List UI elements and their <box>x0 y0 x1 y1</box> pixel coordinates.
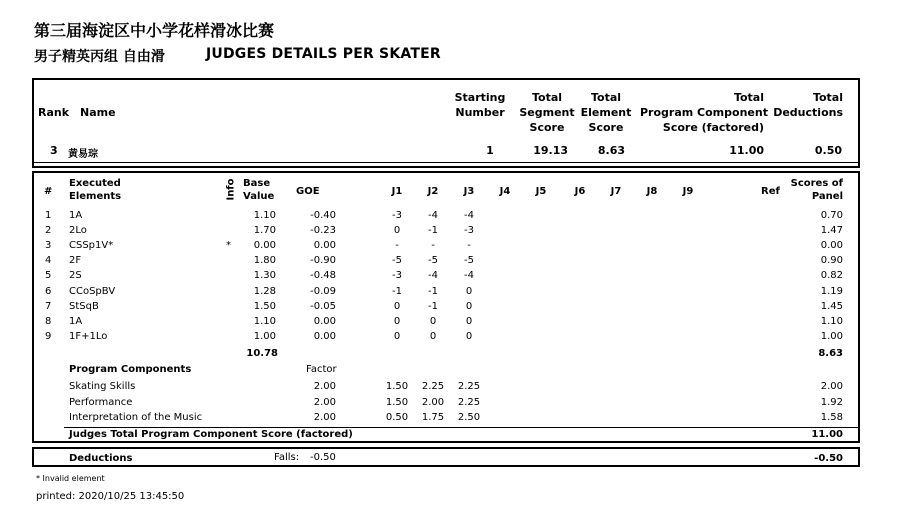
judge-header: J7 <box>610 186 622 197</box>
element-base-value: 1.00 <box>253 331 276 342</box>
judge-header: J2 <box>427 186 439 197</box>
element-number: 6 <box>45 286 52 297</box>
element-number: 3 <box>45 240 52 251</box>
element-goe: -0.90 <box>310 255 336 266</box>
element-goe: -0.23 <box>310 225 336 236</box>
element-code: 1A <box>69 210 83 221</box>
element-judge-score: 0 <box>465 316 473 327</box>
tss-header-1: Total <box>531 91 563 104</box>
goe-header: GOE <box>296 186 320 197</box>
element-base-value: 1.30 <box>253 270 276 281</box>
element-info: * <box>226 240 231 251</box>
pc-judge-score: 1.75 <box>421 412 445 423</box>
total-deductions: 0.50 <box>814 144 842 157</box>
element-judge-score: 0 <box>393 331 401 342</box>
skater-rank: 3 <box>50 144 58 157</box>
element-number: 4 <box>45 255 52 266</box>
pc-panel-score: 2.00 <box>820 381 843 392</box>
total-segment-score: 19.13 <box>533 144 568 157</box>
element-judge-score: -1 <box>428 225 438 236</box>
element-judge-score: 0 <box>465 331 473 342</box>
pc-judge-score: 2.00 <box>421 397 445 408</box>
name-header: Name <box>80 106 116 119</box>
pc-factor: 2.00 <box>313 412 336 423</box>
starting-number: 1 <box>486 144 494 157</box>
element-judge-score: -4 <box>428 270 438 281</box>
executed-header-2: Elements <box>69 191 122 202</box>
pcs-header-1: Total <box>733 91 764 104</box>
element-base-value: 0.00 <box>253 240 276 251</box>
element-goe: 0.00 <box>313 331 336 342</box>
element-judge-score: -1 <box>392 286 402 297</box>
element-code: 2Lo <box>69 225 87 236</box>
total-element-score: 8.63 <box>597 144 625 157</box>
judge-header: J5 <box>535 186 547 197</box>
element-judge-score: 0 <box>393 225 401 236</box>
falls-value: -0.50 <box>310 452 336 463</box>
element-panel-score: 0.90 <box>820 255 843 266</box>
element-base-value: 1.70 <box>253 225 276 236</box>
element-judge-score: 0 <box>429 331 437 342</box>
element-panel-score: 1.10 <box>820 316 843 327</box>
pc-total-label: Judges Total Program Component Score (factored) <box>69 429 353 440</box>
pc-judge-score: 0.50 <box>385 412 409 423</box>
element-code: StSqB <box>69 301 99 312</box>
pc-judge-score: 2.25 <box>457 381 481 392</box>
judge-header: J8 <box>646 186 658 197</box>
deductions-header-1: Total <box>812 91 843 104</box>
element-judge-score: -3 <box>464 225 474 236</box>
scores-header-2: Panel <box>811 191 843 202</box>
summary-divider <box>34 162 858 163</box>
judge-header: J4 <box>499 186 511 197</box>
info-header: Info <box>225 178 237 201</box>
pcs-header-3: Score (factored) <box>662 121 764 134</box>
pc-panel-score: 1.58 <box>820 412 843 423</box>
invalid-element-note: * Invalid element <box>36 474 105 483</box>
element-judge-score: 0 <box>465 301 473 312</box>
deductions-box <box>32 447 860 467</box>
element-panel-score: 1.47 <box>820 225 843 236</box>
element-number: 7 <box>45 301 52 312</box>
element-judge-score: -3 <box>392 270 402 281</box>
judge-header: J1 <box>391 186 403 197</box>
judge-header: J9 <box>682 186 694 197</box>
pc-judge-score: 2.50 <box>457 412 481 423</box>
element-judge-score: 0 <box>393 316 401 327</box>
element-judge-score: -4 <box>464 210 474 221</box>
event-subtitle: 男子精英丙组 自由滑 <box>34 49 165 65</box>
element-code: 1F+1Lo <box>69 331 108 342</box>
element-goe: -0.48 <box>310 270 336 281</box>
pc-judge-score: 2.25 <box>421 381 445 392</box>
pc-factor: 2.00 <box>313 381 336 392</box>
rank-header: Rank <box>38 106 70 119</box>
element-judge-score: 0 <box>465 286 473 297</box>
element-number: 8 <box>45 316 52 327</box>
executed-header-1: Executed <box>69 178 121 189</box>
printed-timestamp: printed: 2020/10/25 13:45:50 <box>36 491 185 502</box>
element-panel-score: 1.00 <box>820 331 843 342</box>
element-goe: -0.40 <box>310 210 336 221</box>
element-number: 5 <box>45 270 52 281</box>
element-goe: -0.09 <box>310 286 336 297</box>
element-goe: 0.00 <box>313 240 336 251</box>
judge-header: J3 <box>463 186 475 197</box>
pc-total-divider <box>64 427 858 428</box>
element-goe: -0.05 <box>310 301 336 312</box>
pc-name: Performance <box>69 397 133 408</box>
scores-header-1: Scores of <box>790 178 843 189</box>
element-code: 2F <box>69 255 82 266</box>
element-panel-score: 1.45 <box>820 301 843 312</box>
element-judge-score: - <box>395 240 399 251</box>
element-panel-score: 0.00 <box>820 240 843 251</box>
deductions-header-2: Deductions <box>773 106 843 119</box>
element-number: 9 <box>45 331 52 342</box>
elements-score-total: 8.63 <box>818 348 843 359</box>
element-code: CCoSpBV <box>69 286 116 297</box>
element-panel-score: 0.70 <box>820 210 843 221</box>
element-judge-score: -4 <box>464 270 474 281</box>
factor-label: Factor <box>306 364 337 375</box>
starting-header-1: Starting <box>454 91 506 104</box>
element-judge-score: 0 <box>429 316 437 327</box>
element-base-value: 1.50 <box>253 301 276 312</box>
pc-name: Skating Skills <box>69 381 136 392</box>
starting-header-2: Number <box>455 106 505 119</box>
ref-header: Ref <box>761 186 780 197</box>
deductions-label: Deductions <box>69 453 133 464</box>
skater-name: 黄易琮 <box>68 149 98 160</box>
elements-base-total: 10.78 <box>246 348 278 359</box>
element-number: 1 <box>45 210 52 221</box>
competition-title: 第三届海淀区中小学花样滑冰比赛 <box>34 21 275 40</box>
element-code: CSSp1V* <box>69 240 114 251</box>
element-code: 1A <box>69 316 83 327</box>
element-judge-score: -1 <box>428 301 438 312</box>
element-judge-score: -4 <box>428 210 438 221</box>
element-judge-score: - <box>431 240 435 251</box>
element-base-value: 1.10 <box>253 210 276 221</box>
element-code: 2S <box>69 270 82 281</box>
pc-panel-score: 1.92 <box>820 397 843 408</box>
total-pcs: 11.00 <box>729 144 764 157</box>
document-title: JUDGES DETAILS PER SKATER <box>206 46 441 62</box>
element-base-value: 1.80 <box>253 255 276 266</box>
pc-judge-score: 2.25 <box>457 397 481 408</box>
element-base-value: 1.28 <box>253 286 276 297</box>
element-goe: 0.00 <box>313 316 336 327</box>
element-judge-score: -5 <box>392 255 402 266</box>
pc-total-value: 11.00 <box>811 429 843 440</box>
tes-header-1: Total <box>590 91 622 104</box>
num-header: # <box>44 186 53 197</box>
element-panel-score: 0.82 <box>820 270 843 281</box>
tss-header-2: Segment <box>519 106 575 119</box>
element-base-value: 1.10 <box>253 316 276 327</box>
pcs-header-2: Program Component <box>640 106 768 119</box>
falls-label: Falls: <box>274 452 300 463</box>
element-judge-score: - <box>467 240 471 251</box>
tes-header-3: Score <box>588 121 624 134</box>
element-judge-score: -3 <box>392 210 402 221</box>
element-judge-score: 0 <box>393 301 401 312</box>
pc-name: Interpretation of the Music <box>69 412 203 423</box>
judge-header: J6 <box>574 186 586 197</box>
pc-factor: 2.00 <box>313 397 336 408</box>
tss-header-3: Score <box>529 121 565 134</box>
element-panel-score: 1.19 <box>820 286 843 297</box>
element-judge-score: -5 <box>464 255 474 266</box>
element-judge-score: -1 <box>428 286 438 297</box>
base-header-1: Base <box>243 178 271 189</box>
pc-judge-score: 1.50 <box>385 381 409 392</box>
pc-judge-score: 1.50 <box>385 397 409 408</box>
element-judge-score: -5 <box>428 255 438 266</box>
element-number: 2 <box>45 225 52 236</box>
tes-header-2: Element <box>580 106 632 119</box>
deductions-total: -0.50 <box>814 453 843 464</box>
program-components-label: Program Components <box>69 364 192 375</box>
base-header-2: Value <box>243 191 275 202</box>
